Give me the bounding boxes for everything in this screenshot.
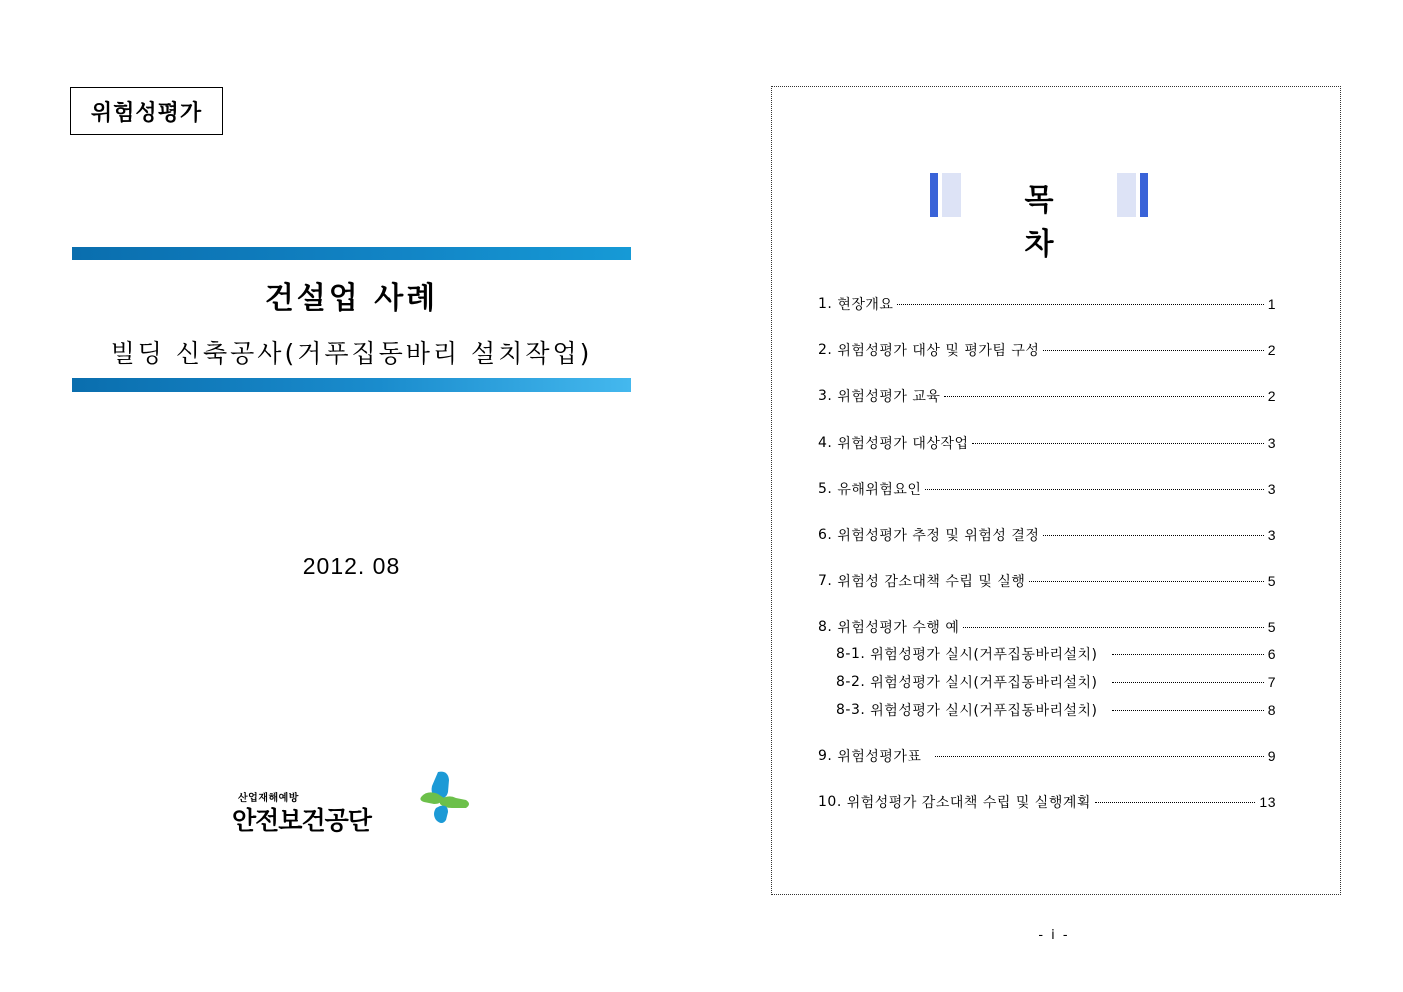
document-type-label: 위험성평가 bbox=[70, 87, 223, 135]
toc-item-label: 위험성평가 대상작업 bbox=[837, 436, 969, 452]
toc-item-label: 유해위험요인 bbox=[837, 482, 922, 498]
toc-leader bbox=[1029, 581, 1263, 582]
kosha-logo bbox=[232, 770, 472, 835]
toc-item-number: 10. bbox=[818, 794, 847, 810]
toc-item-label: 위험성평가 추정 및 위험성 결정 bbox=[837, 528, 1040, 544]
toc-item-label: 위험성평가 실시(거푸집동바리설치) bbox=[870, 647, 1098, 663]
toc-leader bbox=[897, 304, 1263, 305]
toc-item-page: 9 bbox=[1267, 748, 1276, 764]
toc-item-label: 위험성평가표 bbox=[837, 749, 922, 765]
page-number: - i - bbox=[1038, 928, 1070, 943]
toc-item-page: 2 bbox=[1267, 342, 1276, 358]
toc-item-label: 위험성평가 감소대책 수립 및 실행계획 bbox=[846, 795, 1091, 811]
toc-leader bbox=[972, 443, 1263, 444]
heading-bar-right bbox=[1140, 173, 1148, 217]
toc-item-page: 5 bbox=[1267, 573, 1276, 589]
heading-shade-left bbox=[942, 173, 961, 217]
toc-item-label: 위험성평가 수행 예 bbox=[837, 620, 960, 636]
toc-leader bbox=[1095, 802, 1256, 803]
toc-item[interactable] bbox=[818, 387, 1276, 405]
toc-item[interactable] bbox=[818, 480, 1276, 498]
toc-item[interactable] bbox=[818, 434, 1276, 452]
toc-item-number: 8-1. bbox=[836, 646, 871, 662]
toc-item-label: 위험성평가 실시(거푸집동바리설치) bbox=[870, 675, 1098, 691]
toc-item[interactable] bbox=[818, 747, 1276, 765]
toc-item-page: 7 bbox=[1267, 674, 1276, 690]
toc-item-number: 9. bbox=[818, 748, 838, 764]
cover-title: 건설업 사례 bbox=[264, 281, 439, 316]
toc-item-page: 3 bbox=[1267, 435, 1276, 451]
toc-item[interactable] bbox=[818, 618, 1276, 636]
toc-item-number: 4. bbox=[818, 435, 838, 451]
toc-item-number: 7. bbox=[818, 573, 838, 589]
heading-shade-right bbox=[1117, 173, 1136, 217]
toc-heading-text: 목 차 bbox=[1024, 183, 1082, 262]
title-band-bottom bbox=[72, 378, 631, 392]
toc-item-page: 8 bbox=[1267, 702, 1276, 718]
toc-item-page: 6 bbox=[1267, 646, 1276, 662]
toc-item-page: 13 bbox=[1259, 794, 1276, 810]
toc-leader bbox=[1112, 682, 1264, 683]
toc-item-number: 6. bbox=[818, 527, 838, 543]
toc-item[interactable] bbox=[818, 526, 1276, 544]
toc-leader bbox=[1112, 654, 1264, 655]
toc-item-number: 2. bbox=[818, 342, 838, 358]
toc-item-number: 5. bbox=[818, 481, 838, 497]
toc-heading bbox=[930, 173, 1148, 262]
toc-leader bbox=[944, 396, 1263, 397]
toc-item[interactable] bbox=[818, 295, 1276, 313]
cover-subtitle: 빌딩 신축공사(거푸집동바리 설치작업) bbox=[110, 339, 593, 368]
toc-item[interactable] bbox=[818, 572, 1276, 590]
toc-item-page: 1 bbox=[1267, 296, 1276, 312]
toc-leader bbox=[1112, 710, 1264, 711]
toc-item-label: 현장개요 bbox=[837, 297, 894, 313]
toc-item[interactable] bbox=[818, 341, 1276, 359]
toc-item-number: 8-3. bbox=[836, 702, 871, 718]
logo-cross-icon bbox=[418, 770, 470, 824]
toc-item-number: 8. bbox=[818, 619, 838, 635]
toc-item-label: 위험성 감소대책 수립 및 실행 bbox=[837, 574, 1026, 590]
toc-item-label: 위험성평가 실시(거푸집동바리설치) bbox=[870, 703, 1098, 719]
toc-leader bbox=[1043, 535, 1263, 536]
toc-leader bbox=[925, 489, 1263, 490]
toc-item-page: 3 bbox=[1267, 527, 1276, 543]
toc-leader bbox=[935, 756, 1263, 757]
toc-item-number: 3. bbox=[818, 388, 838, 404]
toc-leader bbox=[963, 627, 1263, 628]
toc-item[interactable] bbox=[818, 793, 1276, 811]
toc-item-page: 5 bbox=[1267, 619, 1276, 635]
logo-small-text: 산업재해예방 bbox=[238, 793, 299, 804]
toc-item-number: 8-2. bbox=[836, 674, 871, 690]
toc-subitem[interactable] bbox=[836, 701, 1276, 719]
publication-date: 2012. 08 bbox=[302, 553, 401, 579]
toc-item-label: 위험성평가 교육 bbox=[837, 389, 941, 405]
toc-subitem[interactable] bbox=[836, 673, 1276, 691]
toc-item-page: 2 bbox=[1267, 388, 1276, 404]
toc-item-label: 위험성평가 대상 및 평가팀 구성 bbox=[837, 343, 1040, 359]
toc-item-page: 3 bbox=[1267, 481, 1276, 497]
toc-subitem[interactable] bbox=[836, 645, 1276, 663]
toc-item-number: 1. bbox=[818, 296, 838, 312]
toc-leader bbox=[1043, 350, 1263, 351]
logo-org-name: 안전보건공단 bbox=[232, 806, 371, 835]
title-band-top bbox=[72, 247, 631, 260]
heading-bar-left bbox=[930, 173, 938, 217]
